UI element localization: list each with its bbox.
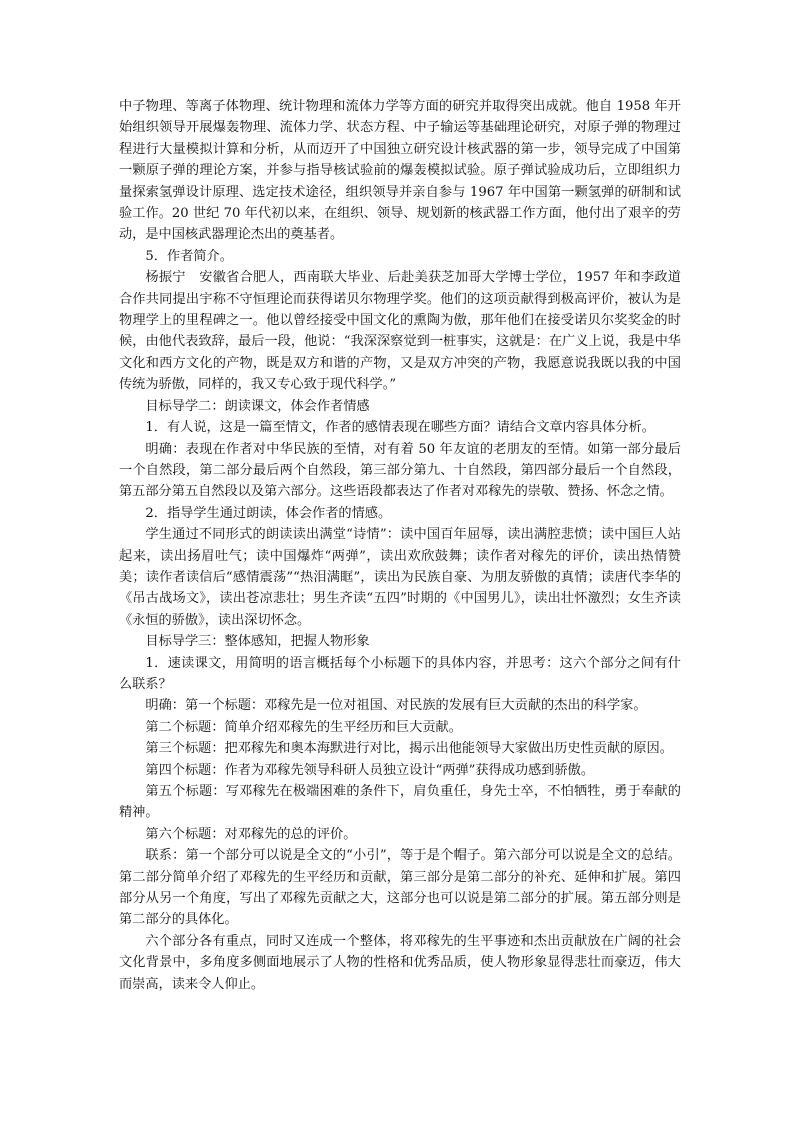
paragraph-contribution: 中子物理、等离子体物理、统计物理和流体力学等方面的研究并取得突出成就。他自 1958 年开始组织领导开展爆轰物理、流体力学、状态方程、中子输运等基础理论研究，对原子弹的物理过程进行大量模拟计算和分析，从而迈开了中国独立研究设计核武器的第一步，领导完成了中国第一颗原子弹的理论方案，并参与指导核试验前的爆轰模拟试验。原子弹试验成功后，立即组织力量探索氢弹设计原理、选定技术途径，组织领导并亲自参与 1967 年中国第一颗氢弹的研制和试验工作。20 世纪 70 年代初以来，在组织、领导、规划新的核武器工作方面，他付出了艰辛的劳动，是中国核武器理论杰出的奠基者。 [119,99,681,243]
paragraph-author-bio: 杨振宁 安徽省合肥人，西南联大毕业、后赴美获芝加哥大学博士学位，1957 年和李政道合作共同提出宇称不守恒理论而获得诺贝尔物理学奖。他们的这项贡献得到极高评价，被认为是物理学上的里程碑之一。他以曾经接受中国文化的熏陶为傲，那年他们在接受诺贝尔奖奖金的时候，由他代表致辞，最后一段，他说：“我深深察觉到一桩事实，这就是：在广义上说，我是中华文化和西方文化的产物，既是双方和谐的产物，又是双方冲突的产物，我愿意说我既以我的中国传统为骄傲，同样的，我又专心致于现代科学。” [119,270,681,393]
heading-goal-three: 目标导学三：整体感知，把握人物形象 [145,634,370,650]
question-emotion: 1．有人说，这是一篇至情文，作者的感情表现在哪些方面？请结合文章内容具体分析。 [145,420,655,436]
answer-title-six: 第六个标题：对邓稼先的总的评价。 [145,826,357,842]
question-reading: 2．指导学生通过朗读，体会作者的情感。 [145,505,392,521]
paragraph-reading-guide: 学生通过不同形式的朗读读出满堂“诗情”：读中国百年屈辱，读出满腔悲愤；读中国巨人站起来，读出扬眉吐气；读中国爆炸“两弹”，读出欢欣鼓舞；读作者对稼先的评价，读出热情赞美；读作者读信后“感情震荡”“热泪满眶”，读出为民族自豪、为朋友骄傲的真情；读唐代李华的《吊古战场文》，读出苍凉悲壮；男生齐读“五四”时期的《中国男儿》，读出壮怀激烈；女生齐读《永恒的骄傲》，读出深切怀念。 [119,527,681,628]
paragraph-conclusion: 六个部分各有重点，同时又连成一个整体，将邓稼先的生平事迹和杰出贡献放在广阔的社会文化背景中，多角度多侧面地展示了人物的性格和优秀品质，使人物形象显得悲壮而豪迈，伟大而崇高，读来令人仰止。 [119,933,681,992]
paragraph-connection: 联系：第一个部分可以说是全文的“小引”，等于是个帽子。第六部分可以说是全文的总结。第二部分简单介绍了邓稼先的生平经历和贡献，第三部分是第二部分的补充、延伸和扩展。第四部分从另一个角度，写出了邓稼先贡献之大，这部分也可以说是第二部分的扩展。第五部分则是第二部分的具体化。 [119,848,681,928]
answer-emotion: 明确：表现在作者对中华民族的至情，对有着 50 年友谊的老朋友的至情。如第一部分最后一个自然段，第二部分最后两个自然段，第三部分第九、十自然段，第四部分最后一个自然段，第五部分第五自然段以及第六部分。这些语段都表达了作者对邓稼先的崇敬、赞扬、怀念之情。 [119,441,681,500]
answer-title-one: 明确：第一个标题：邓稼先是一位对祖国、对民族的发展有巨大贡献的杰出的科学家。 [145,698,647,714]
answer-title-five: 第五个标题：写邓稼先在极端困难的条件下，肩负重任，身先士卒，不怕牺牲，勇于奉献的精神。 [119,784,681,821]
answer-title-two: 第二个标题：简单介绍邓稼先的生平经历和巨大贡献。 [145,719,462,735]
heading-author-intro: 5．作者简介。 [145,248,233,264]
answer-title-four: 第四个标题：作者为邓稼先领导科研人员独立设计“两弹”获得成功感到骄傲。 [145,762,595,778]
heading-goal-two: 目标导学二：朗读课文，体会作者情感 [145,398,370,414]
question-summary: 1．速读课文，用简明的语言概括每个小标题下的具体内容，并思考：这六个部分之间有什么联系？ [119,655,681,692]
answer-title-three: 第三个标题：把邓稼先和奥本海默进行对比，揭示出他能领导大家做出历史性贡献的原因。 [145,741,673,757]
document-page [119,96,681,995]
